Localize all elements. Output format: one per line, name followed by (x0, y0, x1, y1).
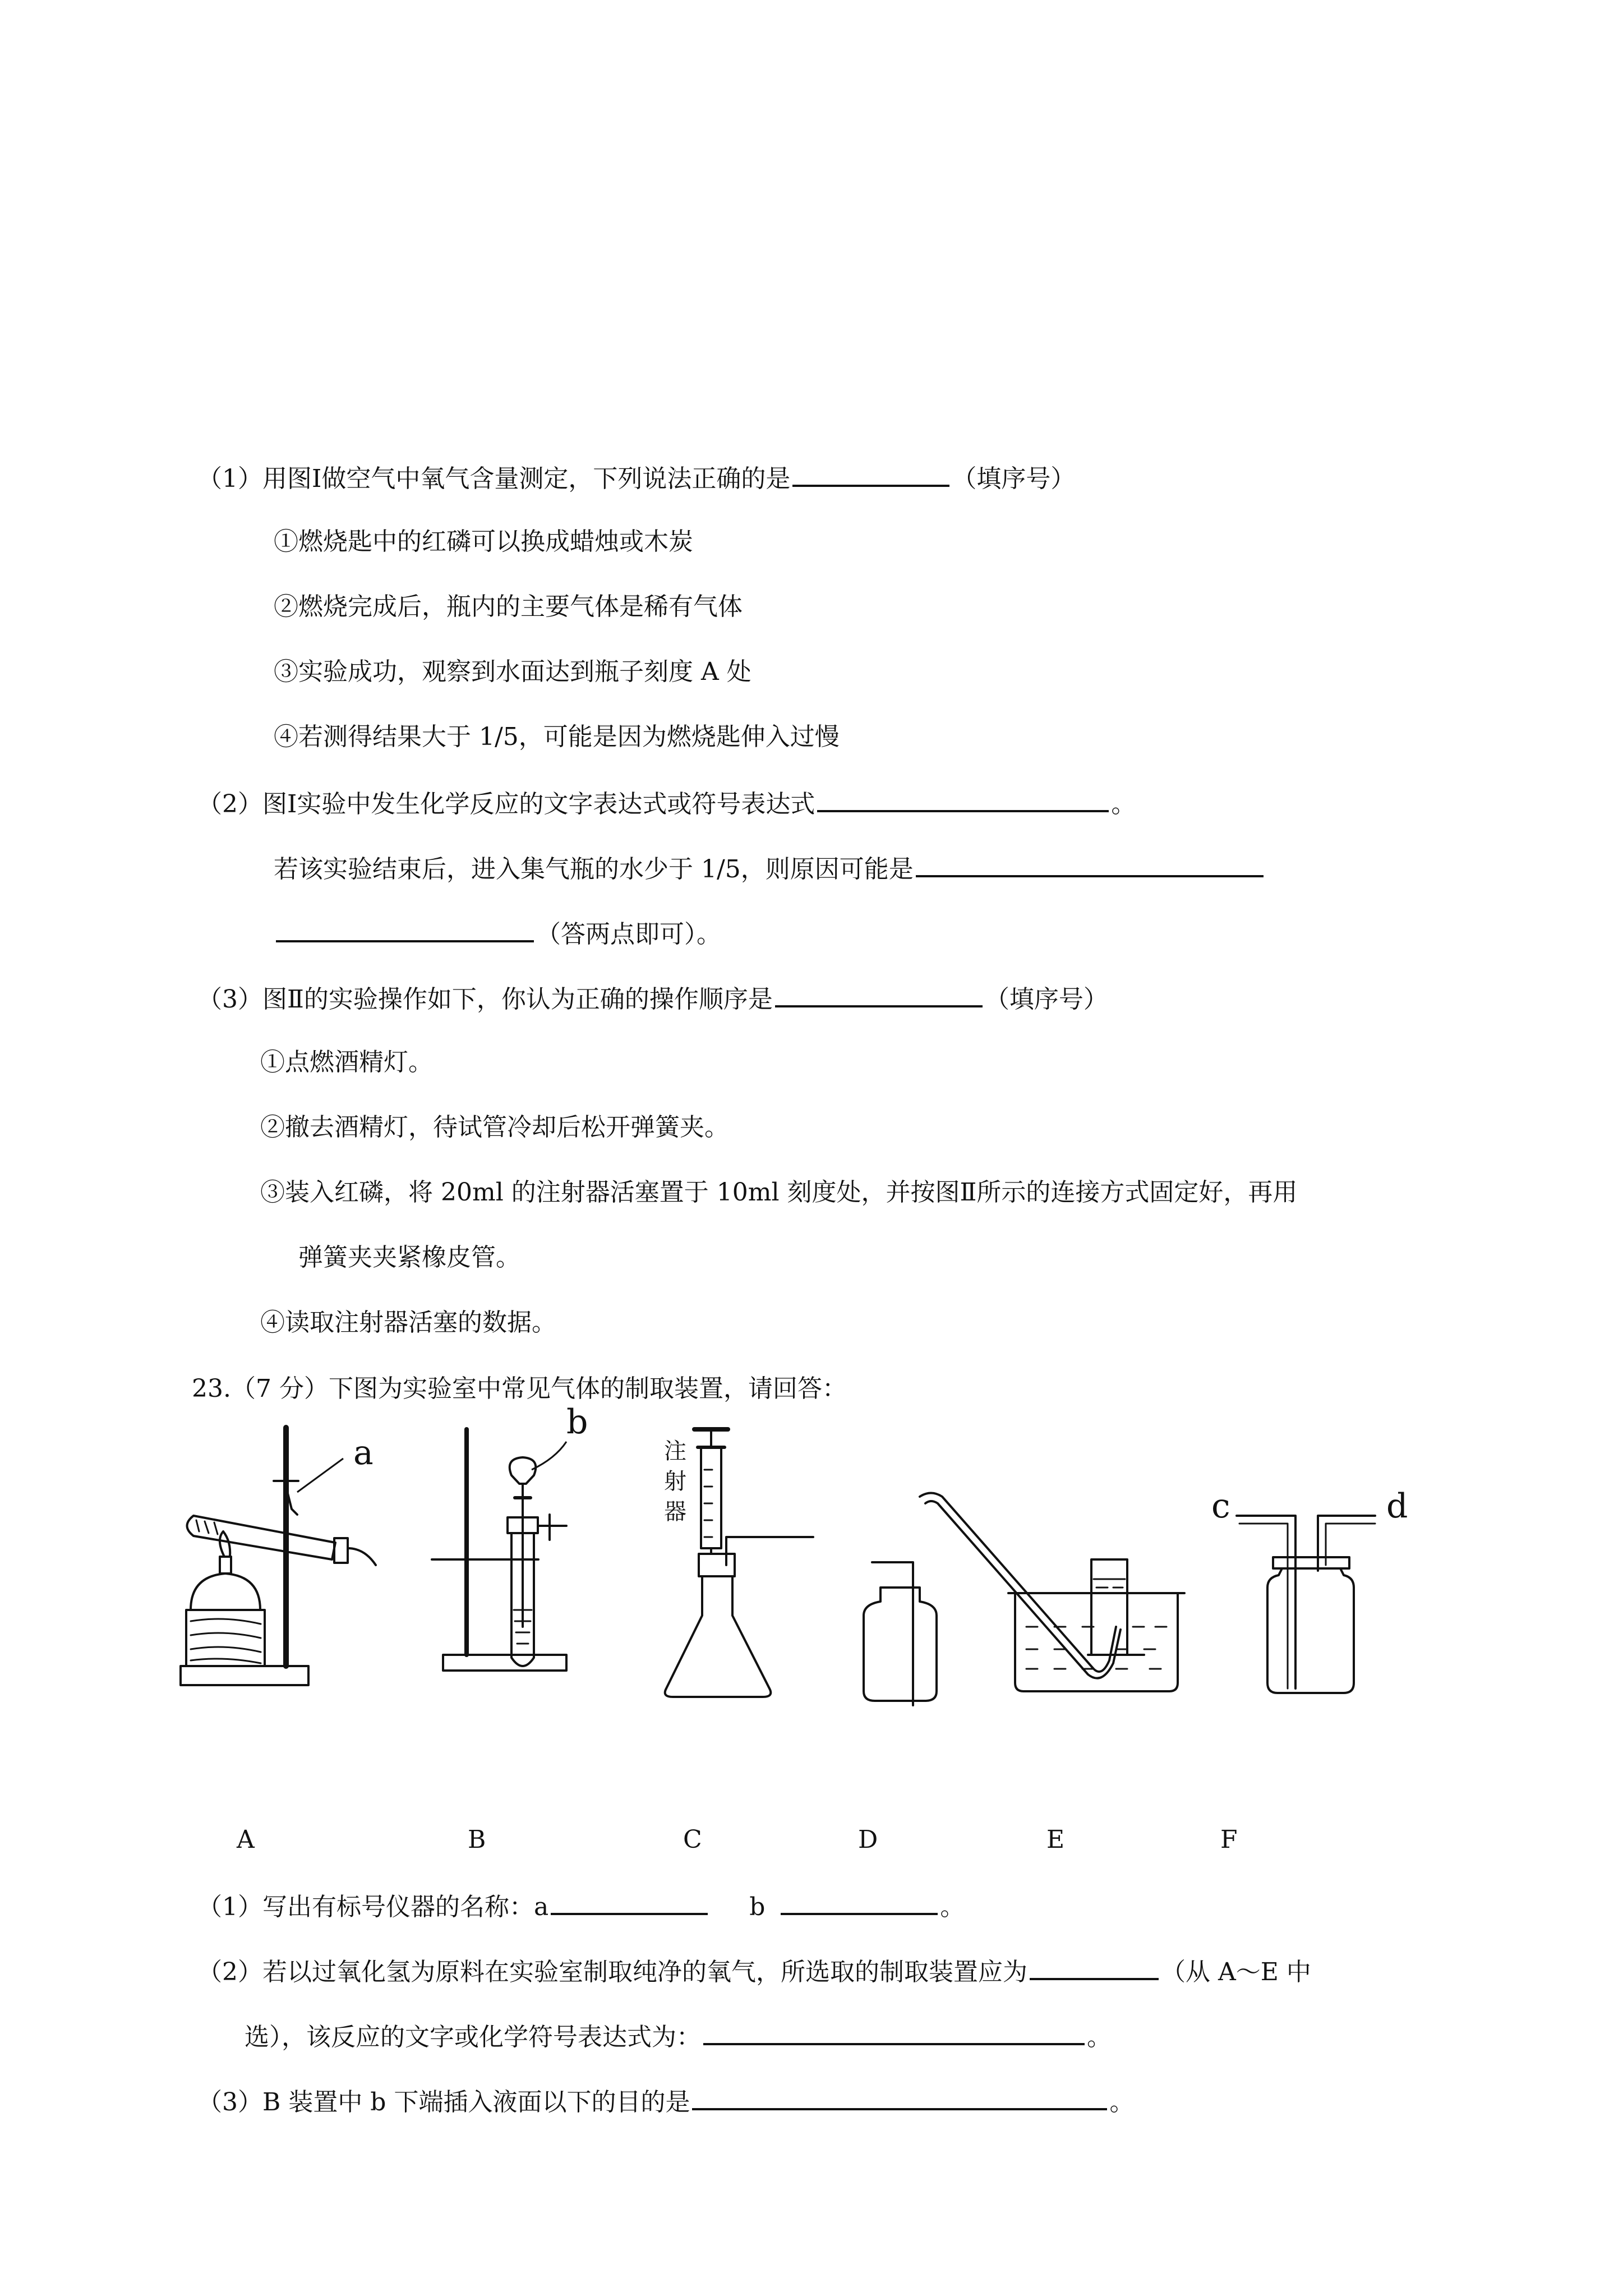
q22-part2-reason-text: 若该实验结束后，进入集气瓶的水少于 1/5，则原因可能是 (274, 855, 914, 884)
answer-blank[interactable] (703, 2018, 1085, 2045)
apparatus-label-d: D (858, 1825, 878, 1854)
q22-part2-suffix: 。 (1111, 790, 1136, 818)
q23-part2-cont-suffix: 。 (1087, 2023, 1112, 2051)
apparatus-d-drawing (864, 1562, 937, 1705)
label-c: c (1211, 1487, 1230, 1526)
apparatus-b-drawing (432, 1429, 566, 1671)
label-syringe-3: 器 (664, 1499, 686, 1525)
q23-part3-text: （3）B 装置中 b 下端插入液面以下的目的是 (197, 2088, 690, 2116)
label-syringe-1: 注 (664, 1438, 686, 1464)
label-a: a (353, 1433, 374, 1473)
q23-part1 (197, 1888, 965, 1924)
q23-part2-text: （2）若以过氧化氢为原料在实验室制取纯净的氧气，所选取的制取装置应为 (197, 1958, 1027, 1986)
q23-part2-cont-text: 选），该反应的文字或化学符号表达式为： (245, 2023, 701, 2051)
label-b: b (566, 1402, 588, 1442)
apparatus-c-drawing (665, 1429, 813, 1697)
apparatus-e-drawing (920, 1493, 1184, 1692)
apparatus-label-f: F (1220, 1825, 1238, 1854)
q22-step-3-cont: 弹簧夹夹紧橡皮管。 (298, 1243, 520, 1272)
q23-title: 23.（7 分）下图为实验室中常见气体的制取装置，请回答： (192, 1374, 847, 1403)
apparatus-f-drawing (1237, 1516, 1375, 1693)
q23-part2 (197, 1953, 1311, 1989)
answer-blank[interactable] (692, 2083, 1107, 2110)
answer-blank[interactable] (1030, 1953, 1159, 1980)
q23-part3-suffix: 。 (1109, 2088, 1135, 2116)
q22-part3-suffix: （填序号） (984, 985, 1108, 1014)
q23-part2-suffix: （从 A～E 中 (1161, 1958, 1311, 1986)
q22-part1-text: （1）用图Ⅰ做空气中氧气含量测定，下列说法正确的是 (197, 464, 791, 493)
apparatus-label-c: C (683, 1825, 702, 1854)
q22-part2-reason-suffix: （答两点即可）。 (536, 920, 721, 949)
q22-option-4: ④若测得结果大于 1/5，可能是因为燃烧匙伸入过慢 (274, 723, 840, 751)
answer-blank[interactable] (781, 1888, 938, 1915)
label-syringe-2: 射 (664, 1469, 686, 1494)
answer-blank[interactable] (551, 1888, 708, 1915)
q23-part1-text: （1）写出有标号仪器的名称：a (197, 1893, 549, 1921)
q23-part2-cont (245, 2018, 1112, 2054)
q22-part3-text: （3）图Ⅱ的实验操作如下，你认为正确的操作顺序是 (197, 985, 773, 1014)
apparatus-label-a: A (237, 1825, 255, 1854)
q23-part1-suffix: 。 (940, 1893, 965, 1921)
label-a-pointer (297, 1458, 343, 1492)
q22-part2-text: （2）图Ⅰ实验中发生化学反应的文字表达式或符号表达式 (197, 790, 815, 818)
q22-step-3: ③装入红磷，将 20ml 的注射器活塞置于 10ml 刻度处，并按图Ⅱ所示的连接方式固定好，再用 (260, 1178, 1298, 1207)
q22-step-1: ①点燃酒精灯。 (260, 1048, 433, 1076)
apparatus-a-drawing (181, 1428, 376, 1685)
q22-part1-suffix: （填序号） (952, 464, 1076, 493)
label-d: d (1386, 1487, 1408, 1526)
apparatus-label-e: E (1046, 1825, 1065, 1854)
apparatus-label-b: B (468, 1825, 486, 1854)
q23-part3 (197, 2083, 1134, 2119)
q22-option-1: ①燃烧匙中的红磷可以换成蜡烛或木炭 (274, 527, 693, 556)
q22-option-2: ②燃烧完成后，瓶内的主要气体是稀有气体 (274, 592, 743, 621)
label-b-pointer (532, 1442, 566, 1470)
q22-step-2: ②撤去酒精灯，待试管冷却后松开弹簧夹。 (260, 1113, 729, 1142)
q23-part1-mid: b (749, 1893, 766, 1921)
q22-option-3: ③实验成功，观察到水面达到瓶子刻度 A 处 (274, 657, 751, 686)
q22-step-4: ④读取注射器活塞的数据。 (260, 1308, 556, 1337)
